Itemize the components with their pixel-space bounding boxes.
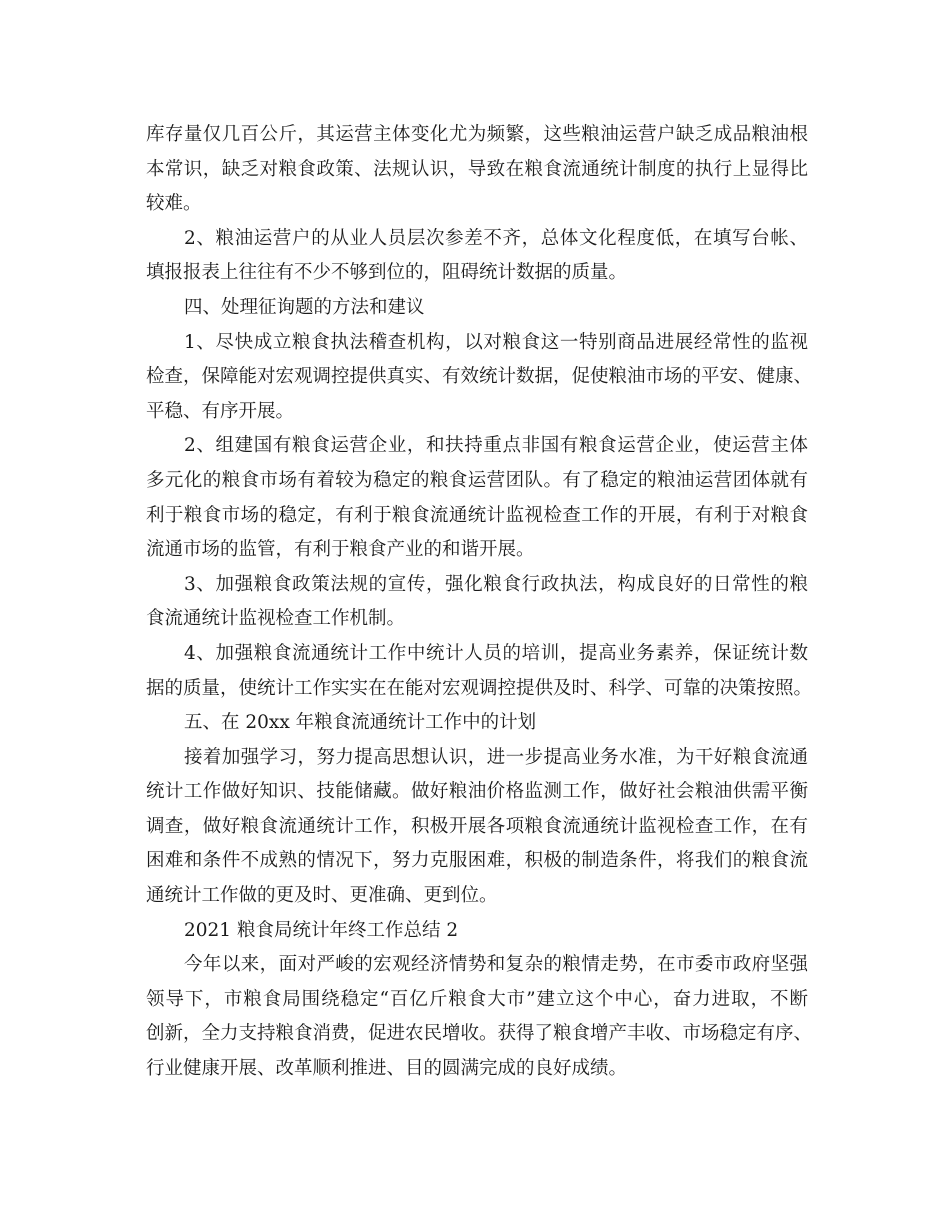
text-line: 五、在 20xx 年粮食流通统计工作中的计划: [184, 712, 537, 734]
text-line: 平稳、有序开展。: [146, 400, 295, 422]
text-line: 检查，保障能对宏观调控提供真实、有效统计数据，促使粮油市场的平安、健康、: [146, 366, 813, 388]
text-line: 食流通统计监视检查工作机制。: [146, 608, 406, 630]
text-line: 困难和条件不成熟的情况下，努力克服困难，积极的制造条件，将我们的粮食流: [146, 850, 808, 872]
text-line: 领导下，市粮食局围绕稳定“百亿斤粮食大市”建立这个中心，奋力进取，不断: [146, 988, 808, 1010]
text-line: 据的质量，使统计工作实实在在能对宏观调控提供及时、科学、可靠的决策按照。: [146, 677, 813, 699]
text-line: 四、处理征询题的方法和建议: [184, 296, 425, 318]
text-line: 2、粮油运营户的从业人员层次参差不齐，总体文化程度低，在填写台帐、: [184, 227, 808, 249]
text-line: 今年以来，面对严峻的宏观经济情势和复杂的粮情走势，在市委市政府坚强: [184, 954, 808, 976]
text-line: 较难。: [146, 193, 202, 215]
text-line: 统计工作做好知识、技能储藏。做好粮油价格监测工作，做好社会粮油供需平衡: [146, 781, 808, 803]
text-line: 调查，做好粮食流通统计工作，积极开展各项粮食流通统计监视检查工作，在有: [146, 815, 808, 837]
document-body: [0, 118, 950, 1087]
text-line: 1、尽快成立粮食执法稽查机构，以对粮食这一特别商品进展经常性的监视: [184, 331, 808, 353]
text-line: 3、加强粮食政策法规的宣传，强化粮食行政执法，构成良好的日常性的粮: [184, 573, 808, 595]
text-line: 利于粮食市场的稳定，有利于粮食流通统计监视检查工作的开展，有利于对粮食: [146, 504, 808, 526]
text-line: 库存量仅几百公斤，其运营主体变化尤为频繁，这些粮油运营户缺乏成品粮油根: [146, 124, 808, 145]
text-line: 2、组建国有粮食运营企业，和扶持重点非国有粮食运营企业，使运营主体: [184, 435, 808, 457]
text-line: 4、加强粮食流通统计工作中统计人员的培训，提高业务素养，保证统计数: [184, 642, 808, 664]
text-line: 行业健康开展、改革顺利推进、目的圆满完成的良好成绩。: [146, 1058, 628, 1080]
text-line: 创新，全力支持粮食消费，促进农民增收。获得了粮食增产丰收、市场稳定有序、: [146, 1023, 813, 1045]
text-line: 流通市场的监管，有利于粮食产业的和谐开展。: [146, 539, 535, 561]
text-line: 多元化的粮食市场有着较为稳定的粮食运营团队。有了稳定的粮油运营团体就有: [146, 469, 808, 491]
text-line: 接着加强学习，努力提高思想认识，进一步提高业务水准，为干好粮食流通: [184, 746, 808, 768]
text-line: 填报报表上往往有不少不够到位的，阻碍统计数据的质量。: [146, 262, 628, 284]
text-line: 2021 粮食局统计年终工作总结 2: [184, 919, 459, 941]
text-line: 本常识，缺乏对粮食政策、法规认识，导致在粮食流通统计制度的执行上显得比: [146, 158, 808, 180]
text-line: 通统计工作做的更及时、更准确、更到位。: [146, 885, 498, 907]
